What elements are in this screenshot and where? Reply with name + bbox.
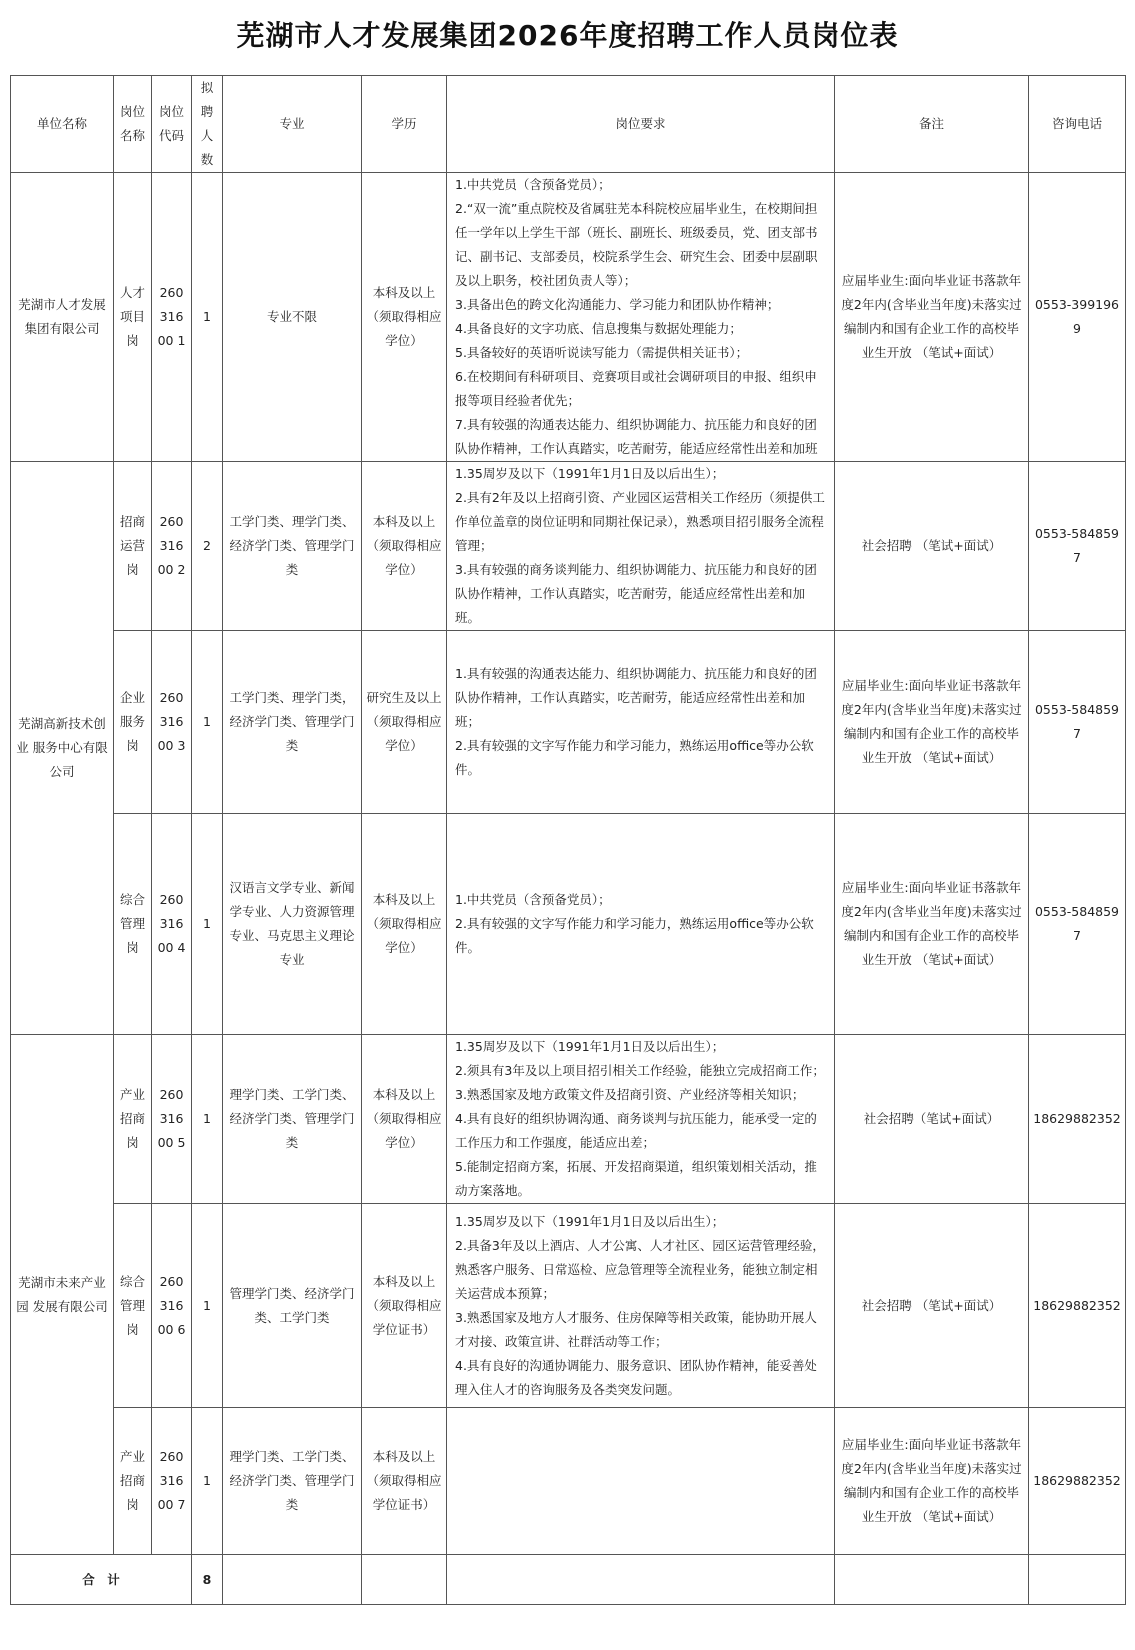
requirements-cell: [447, 1035, 835, 1204]
requirement-item: 3.具备出色的跨文化沟通能力、学习能力和团队协作精神；: [455, 297, 780, 312]
empty-cell: [447, 1555, 835, 1605]
requirement-item: 4.具有良好的沟通协调能力、服务意识、团队协作精神，能妥善处理入住人才的咨询服务及各类突发问题。: [455, 1357, 817, 1397]
major-cell: 专业不限: [223, 173, 362, 462]
count-cell: 1: [192, 1408, 223, 1555]
code-cell: 26031600 1: [152, 173, 192, 462]
count-cell: 1: [192, 1204, 223, 1408]
count-cell: 1: [192, 631, 223, 814]
header-unit: 单位名称: [11, 76, 114, 173]
total-count: 8: [192, 1555, 223, 1605]
header-phone: 咨询电话: [1029, 76, 1126, 173]
education-cell: 本科及以上（须取得相应学位证书）: [362, 1408, 447, 1555]
unit-cell: 芜湖高新技术创业 服务中心有限公司: [11, 462, 114, 1035]
phone-cell: 18629882352: [1029, 1035, 1126, 1204]
code-cell: 26031600 7: [152, 1408, 192, 1555]
education-cell: 本科及以上（须取得相应学位证书）: [362, 1204, 447, 1408]
phone-cell: 0553-5848597: [1029, 462, 1126, 631]
header-count: 拟聘人数: [192, 76, 223, 173]
total-row: [11, 1555, 1126, 1605]
requirements-cell: [447, 462, 835, 631]
phone-cell: 0553-5848597: [1029, 631, 1126, 814]
table-row: [11, 814, 1126, 1035]
education-cell: 本科及以上（须取得相应学位）: [362, 173, 447, 462]
education-cell: 研究生及以上（须取得相应学位）: [362, 631, 447, 814]
count-cell: 1: [192, 1035, 223, 1204]
position-cell: 招商运营岗: [114, 462, 152, 631]
header-notes: 备注: [835, 76, 1029, 173]
code-cell: 26031600 3: [152, 631, 192, 814]
header-education: 学历: [362, 76, 447, 173]
empty-cell: [223, 1555, 362, 1605]
requirements-cell: [447, 173, 835, 462]
count-cell: 2: [192, 462, 223, 631]
code-cell: 26031600 5: [152, 1035, 192, 1204]
table-row: [11, 173, 1126, 462]
table-row: [11, 1204, 1126, 1408]
position-cell: 人才项目岗: [114, 173, 152, 462]
requirement-item: 1.35周岁及以下（1991年1月1日及以后出生）；: [455, 1039, 725, 1054]
requirement-item: 1.具有较强的沟通表达能力、组织协调能力、抗压能力和良好的团队协作精神，工作认真踏实，吃苦耐劳，能适应经常性出差和加班；: [455, 666, 817, 729]
requirement-item: 2.须具有3年及以上项目招引相关工作经验，能独立完成招商工作；: [455, 1063, 825, 1078]
requirement-item: 3.熟悉国家及地方政策文件及招商引资、产业经济等相关知识；: [455, 1087, 805, 1102]
table-row: [11, 1035, 1126, 1204]
education-cell: 本科及以上（须取得相应学位）: [362, 462, 447, 631]
position-cell: 综合管理岗: [114, 1204, 152, 1408]
requirement-item: 5.能制定招商方案，拓展、开发招商渠道，组织策划相关活动，推动方案落地。: [455, 1159, 817, 1198]
page-title: 芜湖市人才发展集团2026年度招聘工作人员岗位表: [236, 19, 899, 52]
empty-cell: [1029, 1555, 1126, 1605]
requirement-item: 2.具有较强的文字写作能力和学习能力，熟练运用office等办公软件。: [455, 916, 814, 955]
notes-cell: 社会招聘 （笔试+面试）: [835, 1204, 1029, 1408]
requirements-cell: [447, 814, 835, 1035]
empty-cell: [362, 1555, 447, 1605]
requirement-item: 3.具有较强的商务谈判能力、组织协调能力、抗压能力和良好的团队协作精神，工作认真踏实，吃苦耐劳，能适应经常性出差和加班。: [455, 562, 817, 625]
position-cell: 综合管理岗: [114, 814, 152, 1035]
total-label: 合 计: [11, 1555, 192, 1605]
table-row: [11, 1408, 1126, 1555]
position-cell: 产业招商岗: [114, 1035, 152, 1204]
code-cell: 26031600 2: [152, 462, 192, 631]
requirement-item: 7.具有较强的沟通表达能力、组织协调能力、抗压能力和良好的团队协作精神，工作认真踏实，吃苦耐劳，能适应经常性出差和加班: [455, 417, 818, 456]
count-cell: 1: [192, 814, 223, 1035]
notes-cell: 应届毕业生:面向毕业证书落款年度2年内(含毕业当年度)未落实过编制内和国有企业工作的高校毕业生开放 （笔试+面试）: [835, 814, 1029, 1035]
header-requirements: 岗位要求: [447, 76, 835, 173]
phone-cell: 18629882352: [1029, 1204, 1126, 1408]
requirement-item: 6.在校期间有科研项目、竞赛项目或社会调研项目的申报、组织申报等项目经验者优先；: [455, 369, 817, 408]
education-cell: 本科及以上（须取得相应学位）: [362, 814, 447, 1035]
position-cell: 企业服务岗: [114, 631, 152, 814]
education-cell: 本科及以上（须取得相应学位）: [362, 1035, 447, 1204]
major-cell: 理学门类、工学门类、经济学门类、管理学门类: [223, 1408, 362, 1555]
table-row: [11, 462, 1126, 631]
notes-cell: 应届毕业生:面向毕业证书落款年度2年内(含毕业当年度)未落实过编制内和国有企业工作的高校毕业生开放 （笔试+面试）: [835, 631, 1029, 814]
requirement-item: 2.具有2年及以上招商引资、产业园区运营相关工作经历（须提供工作单位盖章的岗位证明和同期社保记录），熟悉项目招引服务全流程管理；: [455, 490, 825, 553]
unit-cell: 芜湖市人才发展集团有限公司: [11, 173, 114, 462]
phone-cell: 0553-5848597: [1029, 814, 1126, 1035]
requirement-item: 1.35周岁及以下（1991年1月1日及以后出生）；: [455, 1213, 725, 1229]
unit-cell: 芜湖市未来产业园 发展有限公司: [11, 1035, 114, 1555]
header-major: 专业: [223, 76, 362, 173]
phone-cell: 0553-3991969: [1029, 173, 1126, 462]
major-cell: 管理学门类、经济学门类、工学门类: [223, 1204, 362, 1408]
major-cell: 汉语言文学专业、新闻学专业、人力资源管理专业、马克思主义理论专业: [223, 814, 362, 1035]
notes-cell: 应届毕业生:面向毕业证书落款年度2年内(含毕业当年度)未落实过编制内和国有企业工作的高校毕业生开放 （笔试+面试）: [835, 1408, 1029, 1555]
table-row: [11, 631, 1126, 814]
requirement-item: 4.具有良好的组织协调沟通、商务谈判与抗压能力，能承受一定的工作压力和工作强度，能适应出差；: [455, 1111, 817, 1150]
requirement-item: 5.具备较好的英语听说读写能力（需提供相关证书）；: [455, 345, 749, 360]
code-cell: 26031600 6: [152, 1204, 192, 1408]
requirement-item: 2.具备3年及以上酒店、人才公寓、人才社区、园区运营管理经验，熟悉客户服务、日常巡检、应急管理等全流程业务，能独立制定相关运营成本预算；: [455, 1237, 825, 1301]
requirement-item: 1.中共党员（含预备党员）；: [455, 892, 611, 907]
notes-cell: 应届毕业生:面向毕业证书落款年度2年内(含毕业当年度)未落实过编制内和国有企业工作的高校毕业生开放 （笔试+面试）: [835, 173, 1029, 462]
requirement-item: 1.35周岁及以下（1991年1月1日及以后出生）；: [455, 466, 725, 481]
notes-cell: 社会招聘 （笔试+面试）: [835, 462, 1029, 631]
phone-cell: 18629882352: [1029, 1408, 1126, 1555]
requirements-cell: [447, 631, 835, 814]
major-cell: 工学门类、理学门类、经济学门类、管理学门类: [223, 462, 362, 631]
major-cell: 理学门类、工学门类、经济学门类、管理学门类: [223, 1035, 362, 1204]
requirements-cell: [447, 1204, 835, 1408]
requirement-item: 2.“双一流”重点院校及省属驻芜本科院校应届毕业生，在校期间担任一学年以上学生干部（班长、副班长、班级委员，党、团支部书记、副书记、支部委员，校院系学生会、研究生会、团委中层副职及以上职务，校社团负责人等）；: [455, 201, 818, 288]
position-cell: 产业招商岗: [114, 1408, 152, 1555]
code-cell: 26031600 4: [152, 814, 192, 1035]
requirement-item: 3.熟悉国家及地方人才服务、住房保障等相关政策，能协助开展人才对接、政策宣讲、社群活动等工作；: [455, 1309, 817, 1349]
count-cell: 1: [192, 173, 223, 462]
major-cell: 工学门类、理学门类，经济学门类、管理学门类: [223, 631, 362, 814]
empty-cell: [835, 1555, 1029, 1605]
header-code: 岗位代码: [152, 76, 192, 173]
requirement-item: 1.中共党员（含预备党员）；: [455, 177, 611, 192]
recruitment-table: [10, 75, 1126, 1605]
notes-cell: 社会招聘（笔试+面试）: [835, 1035, 1029, 1204]
header-row: [11, 76, 1126, 173]
header-position: 岗位名称: [114, 76, 152, 173]
requirement-item: 4.具备良好的文字功底、信息搜集与数据处理能力；: [455, 321, 742, 336]
requirement-item: 2.具有较强的文字写作能力和学习能力，熟练运用office等办公软件。: [455, 738, 814, 777]
requirements-cell: [447, 1408, 835, 1555]
